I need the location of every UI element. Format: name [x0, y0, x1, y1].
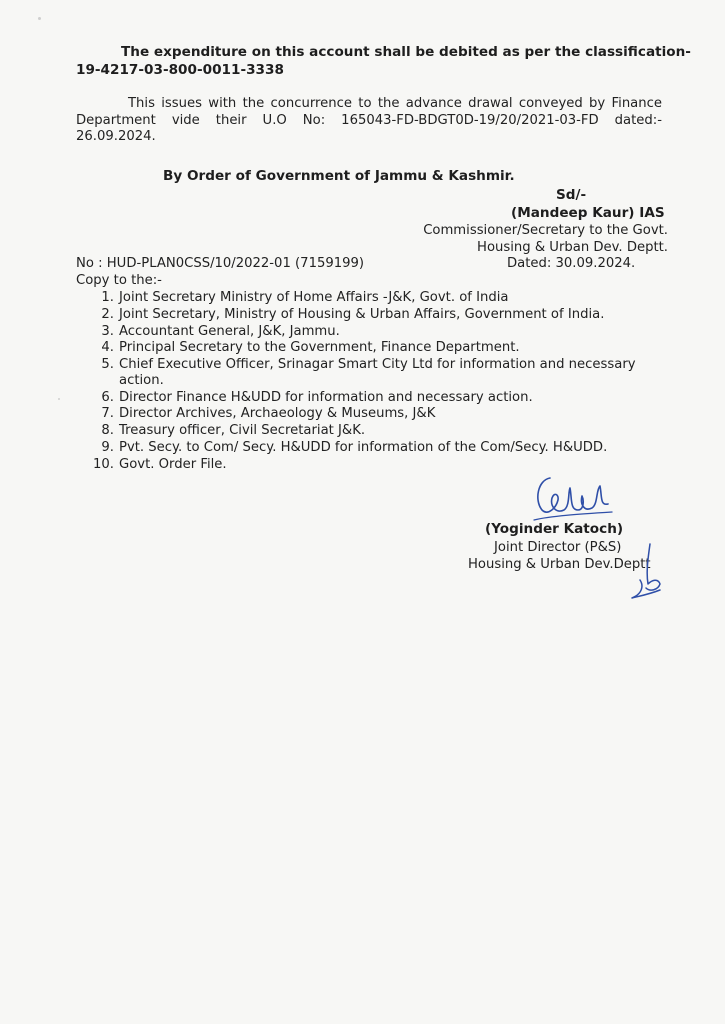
- list-item-number: 8.: [101, 423, 114, 439]
- countersignatory-department: Housing & Urban Dev.Deptt: [468, 557, 651, 572]
- list-item: [76, 357, 636, 388]
- list-item-text: Pvt. Secy. to Com/ Secy. H&UDD for information of the Com/Secy. H&UDD.: [119, 439, 608, 455]
- list-item: [76, 340, 636, 356]
- list-item: [76, 307, 636, 323]
- sd-mark: Sd/-: [556, 187, 587, 203]
- list-item-text: Chief Executive Officer, Srinagar Smart City Ltd for information and necessary action.: [119, 357, 636, 388]
- concurrence-paragraph: [76, 96, 662, 146]
- scan-speck: [38, 17, 41, 20]
- list-item-number: 2.: [101, 306, 114, 322]
- list-item: [76, 324, 636, 340]
- list-item: [76, 406, 636, 422]
- signatory-name: (Mandeep Kaur) IAS: [511, 205, 665, 221]
- list-item-number: 7.: [101, 406, 114, 422]
- list-item: [76, 390, 636, 406]
- list-item-text: Joint Secretary Ministry of Home Affairs -J&K, Govt. of India: [119, 290, 509, 305]
- concurrence-text: This issues with the concurrence to the advance drawal conveyed by Finance Department vide their U.O No: 165043-FD-BDGT0D-19/20/2021-03-FD dated:- 26.09.2024.: [76, 96, 662, 144]
- list-item-number: 1.: [101, 290, 114, 305]
- list-item: [76, 423, 636, 439]
- list-item-number: 4.: [101, 340, 114, 356]
- by-order-line: By Order of Government of Jammu & Kashmir.: [163, 168, 515, 184]
- classification-line-1: The expenditure on this account shall be debited as per the classification-: [121, 44, 691, 60]
- signatory-department: Housing & Urban Dev. Deptt.: [477, 240, 668, 255]
- scan-speck: [58, 398, 60, 400]
- list-item-number: 9.: [101, 439, 114, 455]
- countersignatory-designation: Joint Director (P&S): [494, 540, 622, 555]
- copy-to-label: Copy to the:-: [76, 273, 162, 288]
- list-item: [76, 440, 636, 456]
- list-item-number: 6.: [101, 389, 114, 405]
- list-item-number: 10.: [93, 456, 114, 472]
- list-item-text: Accountant General, J&K, Jammu.: [119, 323, 340, 339]
- initials-signature: [628, 540, 672, 602]
- list-item-text: Director Finance H&UDD for information and necessary action.: [119, 389, 533, 405]
- order-number: No : HUD-PLAN0CSS/10/2022-01 (7159199): [76, 256, 365, 271]
- list-item-text: Treasury officer, Civil Secretariat J&K.: [119, 423, 366, 439]
- countersignatory-name: (Yoginder Katoch): [485, 521, 624, 537]
- classification-head-code: 19-4217-03-800-0011-3338: [76, 62, 284, 78]
- list-item-text: Director Archives, Archaeology & Museums, J&K: [119, 406, 436, 422]
- list-item-number: 5.: [101, 357, 114, 373]
- list-item-text: Govt. Order File.: [119, 456, 227, 472]
- list-item: [76, 290, 636, 306]
- list-item-text: Principal Secretary to the Government, Finance Department.: [119, 340, 520, 356]
- signatory-designation: Commissioner/Secretary to the Govt.: [423, 223, 668, 238]
- copy-to-list: [76, 290, 636, 473]
- list-item-number: 3.: [101, 323, 114, 339]
- list-item-text: Joint Secretary, Ministry of Housing & Urban Affairs, Government of India.: [119, 306, 605, 322]
- order-date: Dated: 30.09.2024.: [507, 256, 636, 271]
